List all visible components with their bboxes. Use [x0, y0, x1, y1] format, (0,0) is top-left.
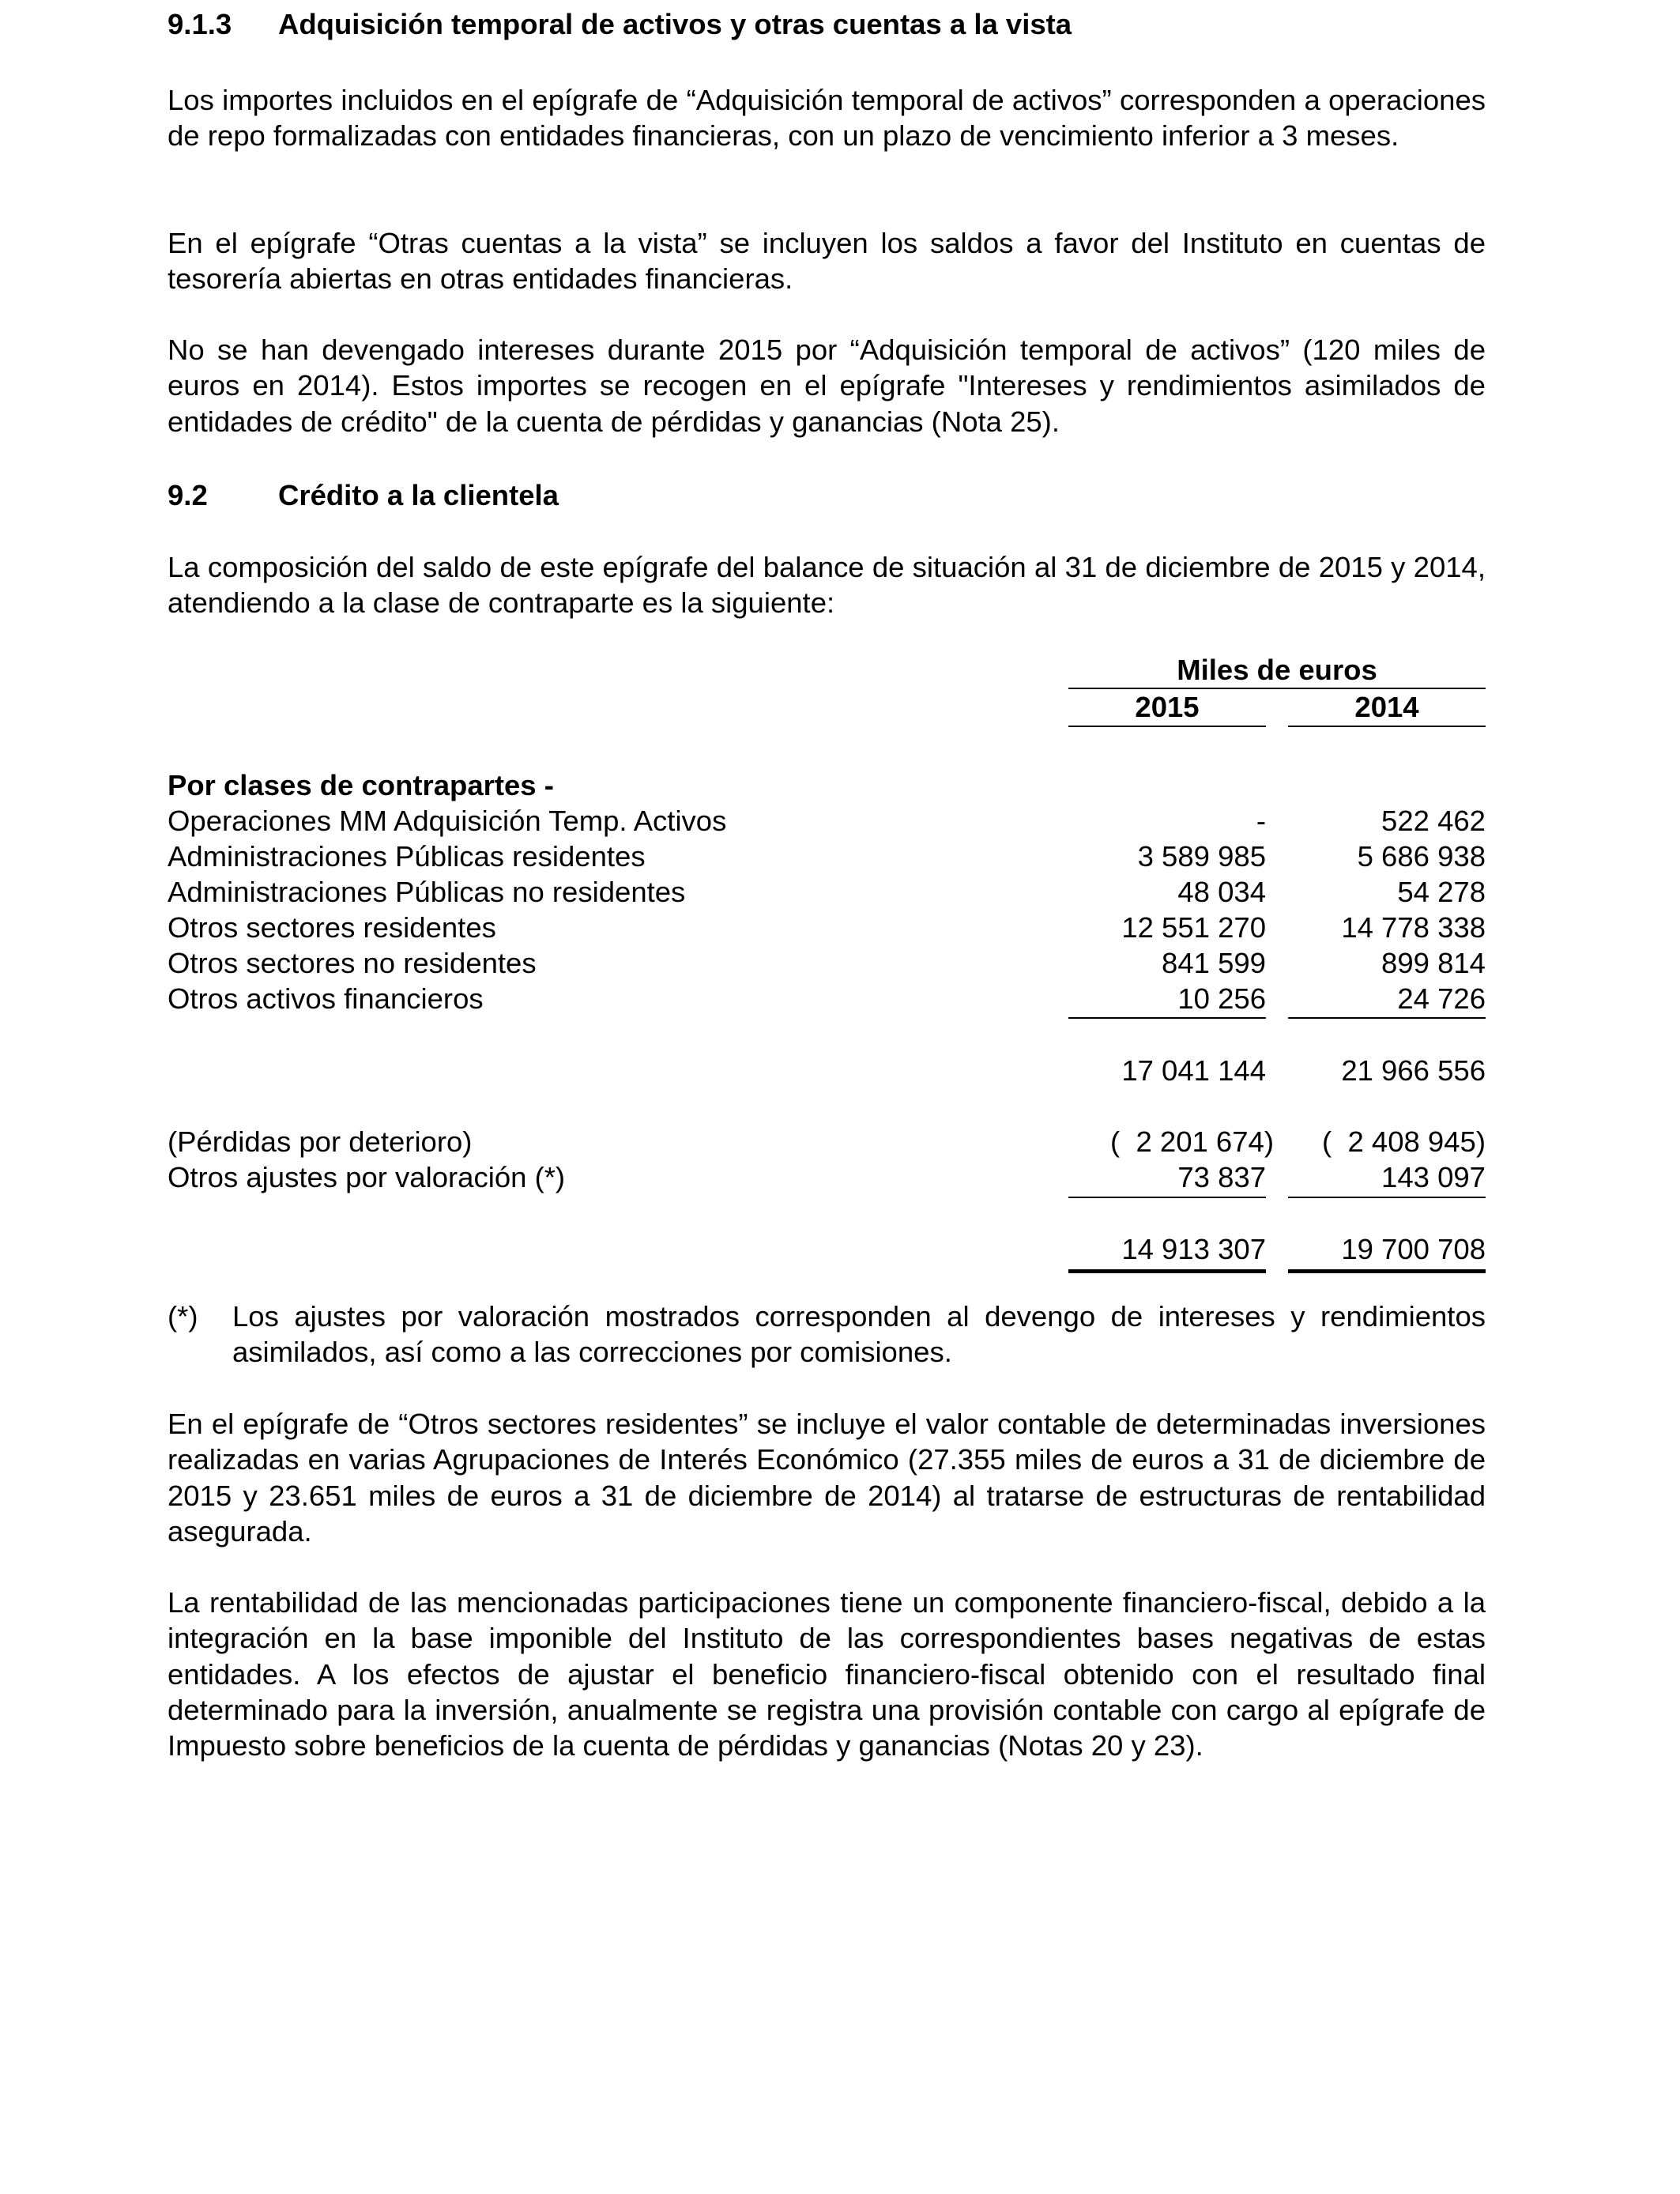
- value-2014: 143 097: [1381, 1161, 1486, 1193]
- table-row: [168, 1159, 1486, 1195]
- section-title: Crédito a la clientela: [278, 479, 559, 511]
- row-label: Otros ajustes por valoración (*): [168, 1161, 566, 1193]
- paragraph-otras-cuentas: En el epígrafe “Otras cuentas a la vista” se incluyen los saldos a favor del Instituto en cuentas de tesorería abiertas en otras entidades financieras.: [168, 227, 1486, 296]
- table-row: [168, 910, 1486, 945]
- value-2015: 73 837: [1177, 1161, 1266, 1193]
- paragraph-intereses-devengados: No se han devengado intereses durante 2015 por “Adquisición temporal de activos” (120 miles de euros en 2014). Estos importes se recogen en el epígrafe "Intereses y rendimientos asimilados de entidades de crédito" de la cuenta de pérdidas y ganancias (Nota 25).: [168, 334, 1486, 438]
- value-2015: 12 551 270: [1121, 911, 1266, 944]
- column-rule-2015: [1068, 726, 1266, 727]
- value-2015: 48 034: [1177, 876, 1266, 908]
- value-2014: 5 686 938: [1357, 840, 1486, 873]
- value-2015: 841 599: [1162, 947, 1266, 979]
- row-label: Administraciones Públicas residentes: [168, 840, 646, 873]
- value-2014: 54 278: [1397, 876, 1486, 908]
- total-2014: 19 700 708: [1341, 1233, 1486, 1265]
- total-row: [168, 1231, 1486, 1267]
- column-rule-2014: [1288, 726, 1486, 727]
- row-label: (Pérdidas por deterioro): [168, 1125, 473, 1158]
- value-2014: 522 462: [1381, 805, 1486, 837]
- total-rule-2014: [1288, 1197, 1486, 1198]
- column-header-2014: 2014: [1354, 691, 1419, 723]
- section-heading-9-1-3: [168, 6, 1072, 42]
- value-2015: 10 256: [1177, 982, 1266, 1015]
- value-2014: 899 814: [1381, 947, 1486, 979]
- section-number: 9.2: [168, 479, 208, 511]
- table-row: [168, 874, 1486, 910]
- table-footnote: [168, 1299, 1486, 1370]
- total-rule-2015: [1068, 1197, 1266, 1198]
- table-row: [168, 981, 1486, 1016]
- table-row: [168, 1124, 1486, 1159]
- value-2015: -: [1256, 805, 1266, 837]
- value-2014: 24 726: [1397, 982, 1486, 1015]
- group-title: Por clases de contrapartes -: [168, 769, 554, 801]
- value-2015: 3 589 985: [1137, 840, 1266, 873]
- paragraph-rentabilidad: La rentabilidad de las mencionadas participaciones tiene un componente financiero-fiscal, debido a la integración en la base imponible del Instituto de las correspondientes bases negativas de estas entidades. A los efectos de ajustar el beneficio financiero-fiscal obtenido con el resultado final determinado para la inversión, anualmente se registra una provisión contable con cargo al epígrafe de Impuesto sobre beneficios de la cuenta de pérdidas y ganancias (Notas 20 y 23).: [168, 1586, 1486, 1762]
- table-unit-header: Miles de euros: [1177, 654, 1377, 686]
- subtotal-2015: 17 041 144: [1121, 1054, 1266, 1087]
- paragraph-composicion-saldo: La composición del saldo de este epígrafe del balance de situación al 31 de diciembre de 2015 y 2014, atendiendo a la clase de contraparte es la siguiente:: [168, 551, 1486, 620]
- section-number: 9.1.3: [168, 8, 232, 40]
- table-group-row: [168, 767, 1486, 803]
- value-2014: ( 2 408 945): [1322, 1125, 1486, 1158]
- row-label: Otros activos financieros: [168, 982, 484, 1015]
- subtotal-rule-2014: [1288, 1017, 1486, 1019]
- column-header-2015: 2015: [1135, 691, 1200, 723]
- row-label: Otros sectores residentes: [168, 911, 496, 944]
- total-double-rule-2015: [1068, 1269, 1266, 1273]
- total-2015: 14 913 307: [1121, 1233, 1266, 1265]
- footnote-mark: (*): [168, 1300, 198, 1333]
- row-label: Administraciones Públicas no residentes: [168, 876, 686, 908]
- subtotal-2014: 21 966 556: [1341, 1054, 1486, 1087]
- value-2015: ( 2 201 674): [1110, 1125, 1274, 1158]
- table-row: [168, 839, 1486, 874]
- paragraph-otros-sectores: En el epígrafe de “Otros sectores residentes” se incluye el valor contable de determinadas inversiones realizadas en varias Agrupaciones de Interés Económico (27.355 miles de euros a 31 de diciembre de 2015 y 23.651 miles de euros a 31 de diciembre de 2014) al tratarse de estructuras de rentabilidad asegurada.: [168, 1408, 1486, 1547]
- total-double-rule-2014: [1288, 1269, 1486, 1273]
- section-title: Adquisición temporal de activos y otras cuentas a la vista: [278, 8, 1072, 40]
- row-label: Otros sectores no residentes: [168, 947, 537, 979]
- subtotal-row: [168, 1053, 1486, 1088]
- subtotal-rule-2015: [1068, 1017, 1266, 1019]
- value-2014: 14 778 338: [1341, 911, 1486, 944]
- section-heading-9-2: [168, 477, 559, 513]
- table-row: [168, 803, 1486, 839]
- footnote-text: Los ajustes por valoración mostrados corresponden al devengo de intereses y rendimientos asimilados, así como a las correcciones por comisiones.: [232, 1300, 1486, 1369]
- paragraph-adquisicion-temporal: Los importes incluidos en el epígrafe de “Adquisición temporal de activos” corresponden a operaciones de repo formalizadas con entidades financieras, con un plazo de vencimiento inferior a 3 meses.: [168, 84, 1486, 153]
- row-label: Operaciones MM Adquisición Temp. Activos: [168, 805, 727, 837]
- table-row: [168, 945, 1486, 981]
